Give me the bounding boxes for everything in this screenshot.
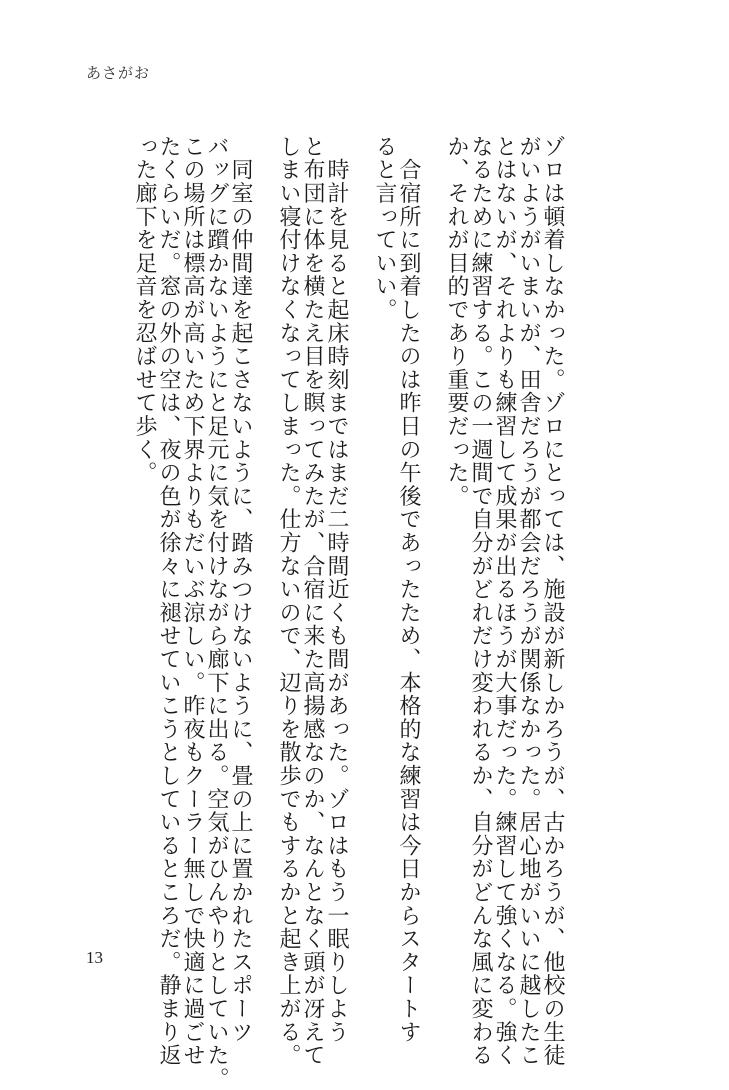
text-line: ると言っていい。 [372, 135, 397, 322]
text-line: と布団に体を横たえ目を瞑ってみたが、合宿に来た高揚感なのか、なんとなく頭が冴えて [300, 135, 325, 1067]
text-line: った廊下を足音を忍ばせて歩く。 [132, 135, 157, 485]
text-line: か、それが目的であり重要だった。 [444, 135, 469, 508]
text-line: ゾロは頓着しなかった。ゾロにとっては、施設が新しかろうが、古かろうが、他校の生徒 [540, 135, 565, 1067]
text-line: この場所は標高が高いため下界よりもだいぶ涼しい。昨夜もクーラー無しで快適に過ごせ [180, 135, 205, 1067]
running-head: あさがお [86, 64, 151, 82]
paragraph-gap [420, 135, 444, 925]
text-line: 同室の仲間達を起こさないように、踏みつけないように、畳の上に置かれたスポーツ [228, 135, 253, 1044]
paragraph-gap [252, 135, 276, 925]
text-line: バッグに躓かないようにと足元に気を付けながら廊下に出る。空気がひんやりとしていた。 [204, 135, 229, 1090]
text-line: 時計を見ると起床時刻まではまだ二時間近くも間があった。ゾロはもう一眠りしよう [324, 135, 349, 1044]
vertical-body-text [132, 135, 565, 1090]
text-line: とはないが、それよりも練習して成果が出るほうが大事だった。練習して強くなる。強く [492, 135, 517, 1067]
text-line: がいようがいまいが、田舎だろうが都会だろうが関係なかった。居心地がいいに越したこ [516, 135, 541, 1067]
text-line: 合宿所に到着したのは昨日の午後であったため、本格的な練習は今日からスタートす [396, 135, 421, 1044]
text-line: しまい寝付けなくなってしまった。仕方ないので、辺りを散歩でもするかと起き上がる。 [276, 135, 301, 1067]
paragraph-gap [348, 135, 372, 925]
text-line: なるために練習する。この一週間で自分がどれだけ変われるか、自分がどんな風に変わる [468, 135, 493, 1067]
text-line: たくらいだ。窓の外の空は、夜の色が徐々に褪せていこうとしているところだ。静まり返 [156, 135, 181, 1067]
page-number: 13 [86, 948, 103, 967]
